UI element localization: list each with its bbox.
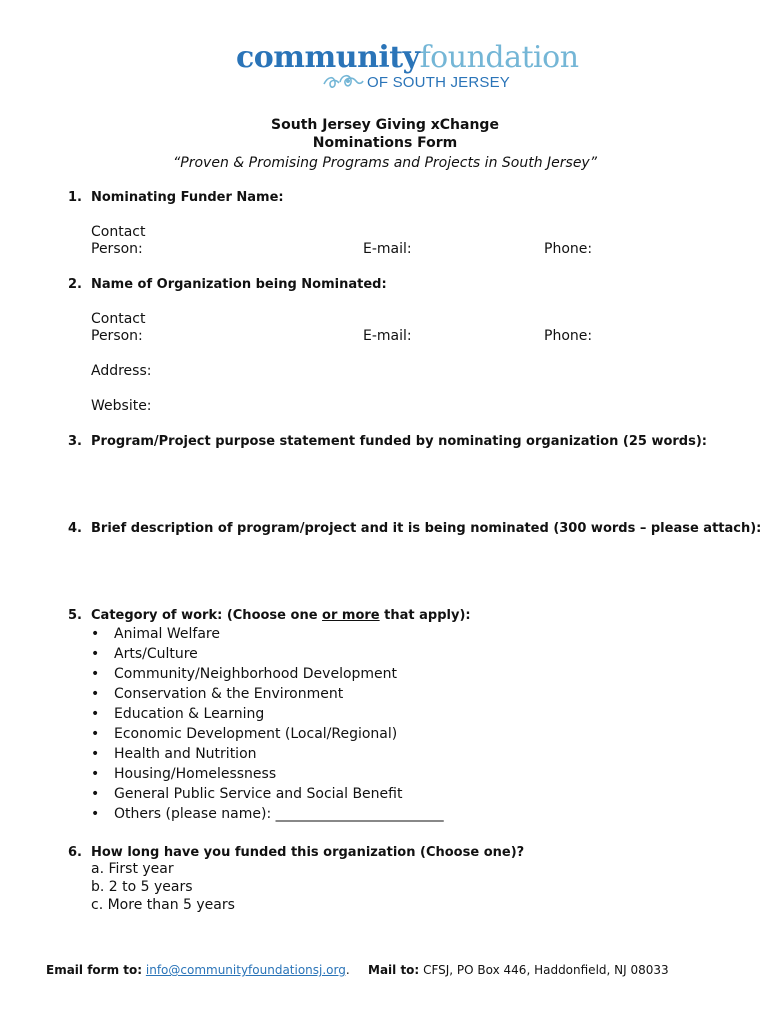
footer-email-trailing: . [345,963,350,977]
footer-email [46,962,350,978]
category-label: Arts/Culture [114,646,198,662]
bullet-icon: • [91,766,100,782]
footer-mail [368,962,669,978]
option-2-to-5-years: b. 2 to 5 years [91,879,193,895]
category-label: Health and Nutrition [114,746,257,762]
category-item-animal-welfare [91,624,444,644]
question-6-text: How long have you funded this organization (Choose one)? [91,845,525,860]
category-item-education [91,704,444,724]
category-item-community-development [91,664,444,684]
option-first-year: a. First year [91,861,174,877]
logo-tagline: OF SOUTH JERSEY [367,74,511,91]
footer-mail-address: CFSJ, PO Box 446, Haddonfield, NJ 08033 [423,963,669,977]
category-label: Others (please name): ________________________ [114,806,444,822]
footer-email-label: Email form to: [46,963,143,977]
bullet-icon: • [91,726,100,742]
flourish-icon [322,70,364,94]
category-item-economic-development [91,724,444,744]
q2-address-label: Address: [91,363,152,379]
q1-contact-label-line2: Person: [91,241,143,257]
question-2-number: 2. [68,277,82,292]
q2-contact-label-line1: Contact [91,311,146,327]
form-subtitle: “Proven & Promising Programs and Projects in South Jersey” [173,155,597,171]
category-list [91,624,444,824]
question-3-text: Program/Project purpose statement funded by nominating organization (25 words): [91,434,707,449]
bullet-icon: • [91,646,100,662]
question-3-number: 3. [68,434,82,449]
category-label: Community/Neighborhood Development [114,666,398,682]
category-item-public-service [91,784,444,804]
question-1-text: Nominating Funder Name: [91,190,284,205]
question-4-text: Brief description of program/project and it is being nominated (300 words – please attach): [91,521,762,536]
category-label: General Public Service and Social Benefit [114,786,403,802]
bullet-icon: • [91,666,100,682]
form-title: Nominations Form [312,135,458,151]
question-5-number: 5. [68,608,82,623]
category-item-housing [91,764,444,784]
question-6-number: 6. [68,845,82,860]
bullet-icon: • [91,746,100,762]
logo-word-foundation: foundation [419,40,579,75]
q2-contact-label-line2: Person: [91,328,143,344]
q1-phone-label: Phone: [544,241,593,257]
bullet-icon: • [91,706,100,722]
logo-wordmark [236,40,579,76]
bullet-icon: • [91,806,100,822]
category-label: Conservation & the Environment [114,686,344,702]
q2-email-label: E-mail: [363,328,412,344]
q1-contact-label-line1: Contact [91,224,146,240]
category-label: Education & Learning [114,706,265,722]
footer-email-link[interactable]: info@communityfoundationsj.org [145,963,346,977]
category-item-health-nutrition [91,744,444,764]
funding-duration-options [91,860,235,914]
bullet-icon: • [91,686,100,702]
q1-email-label: E-mail: [363,241,412,257]
q5-text-before: Category of work: (Choose one [91,608,323,623]
community-foundation-logo [236,40,579,100]
question-1-number: 1. [68,190,82,205]
q2-website-label: Website: [91,398,152,414]
q5-text-underlined: or more [322,608,380,623]
category-item-arts-culture [91,644,444,664]
question-4-number: 4. [68,521,82,536]
question-2-text: Name of Organization being Nominated: [91,277,387,292]
q2-phone-label: Phone: [544,328,593,344]
q5-text-after: that apply): [379,608,471,623]
bullet-icon: • [91,786,100,802]
category-item-others [91,804,444,824]
logo-word-community: community [236,40,420,75]
option-more-than-5-years: c. More than 5 years [91,897,235,913]
category-label: Housing/Homelessness [114,766,277,782]
category-label: Economic Development (Local/Regional) [114,726,398,742]
footer-mail-label: Mail to: [368,963,420,977]
category-item-conservation [91,684,444,704]
bullet-icon: • [91,626,100,642]
category-label: Animal Welfare [114,626,220,642]
question-5-text [91,608,471,624]
page-title: South Jersey Giving xChange [271,117,499,133]
